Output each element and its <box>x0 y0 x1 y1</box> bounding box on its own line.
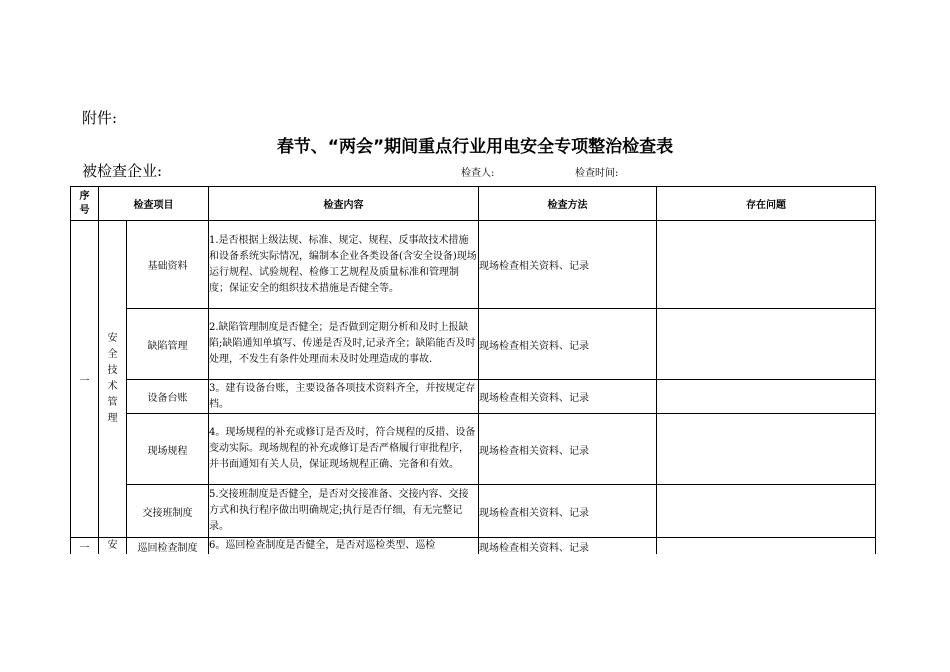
group-seq: 一 <box>71 221 99 538</box>
attachment-label: 附件: <box>82 109 118 127</box>
row-item: 巡回检查制度 <box>127 538 209 555</box>
last-seq: 一 <box>71 538 99 555</box>
group-category: 安全技术管理 <box>99 221 127 538</box>
table-row <box>71 221 876 309</box>
row-issues[interactable] <box>657 538 876 555</box>
row-item: 交接班制度 <box>127 485 209 538</box>
table-header-row <box>71 187 876 221</box>
row-issues[interactable] <box>657 309 876 380</box>
table-row <box>71 414 876 485</box>
row-issues[interactable] <box>657 380 876 414</box>
header-issues: 存在问题 <box>657 187 876 221</box>
row-item: 设备台账 <box>127 380 209 414</box>
company-label: 被检查企业: <box>82 162 163 180</box>
row-item: 缺陷管理 <box>127 309 209 380</box>
row-method: 现场检查相关资料、记录 <box>479 380 657 414</box>
checklist-table <box>70 186 876 554</box>
header-method: 检查方法 <box>479 187 657 221</box>
row-issues[interactable] <box>657 221 876 309</box>
inspect-time-label: 检查时间: <box>575 168 619 179</box>
inspector-label: 检查人: <box>461 168 495 179</box>
row-method: 现场检查相关资料、记录 <box>479 414 657 485</box>
row-method: 现场检查相关资料、记录 <box>479 309 657 380</box>
header-seq: 序号 <box>71 187 99 221</box>
row-content: 1.是否根据上级法规、标准、规定、规程、反事故技术措施和设备系统实际情况，编制本企业各类设备(含安全设备)现场运行规程、试验规程、检修工艺规程及质量标准和管理制度；保证安全的组织技术措施是否健全等。 <box>209 221 479 309</box>
row-issues[interactable] <box>657 414 876 485</box>
row-item: 现场规程 <box>127 414 209 485</box>
row-content: 4。现场规程的补充或修订是否及时，符合规程的反措、设备变动实际。现场规程的补充或修订是否严格履行审批程序，并书面通知有关人员，保证现场规程正确、完备和有效。 <box>209 414 479 485</box>
table-row <box>71 380 876 414</box>
header-content: 检查内容 <box>209 187 479 221</box>
row-content: 5.交接班制度是否健全，是否对交接准备、交接内容、交接方式和执行程序做出明确规定;执行是否仔细，有无完整记录。 <box>209 485 479 538</box>
row-item: 基础资料 <box>127 221 209 309</box>
table-row <box>71 485 876 538</box>
row-method: 现场检查相关资料、记录 <box>479 538 657 555</box>
row-content: 6。巡回检查制度是否健全，是否对巡检类型、巡检 <box>209 538 479 555</box>
header-item: 检查项目 <box>99 187 209 221</box>
table-row <box>71 538 876 555</box>
row-issues[interactable] <box>657 485 876 538</box>
row-method: 现场检查相关资料、记录 <box>479 221 657 309</box>
row-content: 3。建有设备台账，主要设备各项技术资料齐全，并按规定存档。 <box>209 380 479 414</box>
row-method: 现场检查相关资料、记录 <box>479 485 657 538</box>
page-title: 春节、“两会”期间重点行业用电安全专项整治检查表 <box>276 137 674 157</box>
table-row <box>71 309 876 380</box>
last-category: 安 <box>99 538 127 555</box>
row-content: 2.缺陷管理制度是否健全；是否做到定期分析和及时上报缺陷;缺陷通知单填写、传递是否及时,记录齐全；缺陷能否及时处理，不发生有条件处理而未及时处理造成的事故. <box>209 309 479 380</box>
